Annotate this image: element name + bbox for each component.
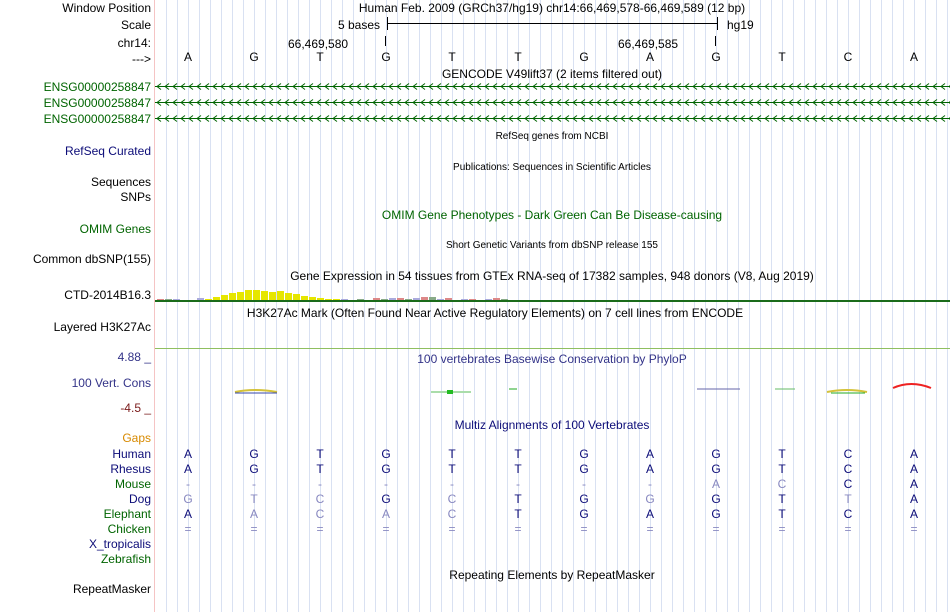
gencode-gene-label-2[interactable]: ENSG00000258847 (43, 96, 151, 110)
gencode-gene-label-1[interactable]: ENSG00000258847 (43, 80, 151, 94)
alignment-base: = (712, 522, 720, 536)
sequence-base: C (843, 50, 853, 64)
scale-bar-right-end (717, 17, 718, 30)
alignment-base: G (579, 507, 589, 521)
alignment-base: T (448, 447, 456, 461)
ruler-tick-1 (385, 36, 386, 46)
phylop-peak-1 (235, 390, 277, 392)
alignment-base: - (582, 477, 586, 491)
alignment-base: T (514, 447, 522, 461)
omim-track-label[interactable]: OMIM Genes (79, 222, 151, 236)
species-label-elephant[interactable]: Elephant (103, 507, 151, 521)
gtex-tissue-bar[interactable] (229, 293, 236, 300)
alignment-base: A (645, 507, 654, 521)
gtex-tissue-bar[interactable] (245, 290, 252, 300)
alignment-base: - (648, 477, 652, 491)
chrom-label[interactable]: chr14: (117, 36, 151, 50)
alignment-base: = (910, 522, 918, 536)
alignment-base: A (645, 462, 654, 476)
alignment-base: T (316, 447, 324, 461)
alignment-base: G (249, 447, 259, 461)
repeatmasker-track-label[interactable]: RepeatMasker (72, 582, 151, 596)
alignment-base: = (844, 522, 852, 536)
alignment-base: T (844, 492, 852, 506)
alignment-base: T (514, 462, 522, 476)
alignment-base: A (909, 492, 918, 506)
alignment-base: = (184, 522, 192, 536)
species-label-rhesus[interactable]: Rhesus (110, 462, 151, 476)
alignment-base: C (777, 477, 787, 491)
gencode-gene-line-1[interactable] (155, 81, 950, 92)
alignment-base: = (580, 522, 588, 536)
alignment-base: G (381, 447, 391, 461)
species-label-chicken[interactable]: Chicken (107, 522, 151, 536)
alignment-base: C (843, 477, 853, 491)
alignment-base: C (315, 492, 325, 506)
refseq-track-title[interactable]: RefSeq genes from NCBI (495, 131, 609, 142)
alignment-base: T (514, 492, 522, 506)
gtex-tissue-bar[interactable] (237, 292, 244, 300)
alignment-base: - (384, 477, 388, 491)
alignment-base: A (909, 447, 918, 461)
alignment-base: G (711, 447, 721, 461)
species-label-zebrafish[interactable]: Zebrafish (100, 552, 151, 566)
sequence-base: G (711, 50, 721, 64)
alignment-base: = (778, 522, 786, 536)
phylop-track-title[interactable]: 100 vertebrates Basewise Conservation by PhyloP (417, 352, 687, 366)
gaps-label[interactable]: Gaps (122, 431, 151, 445)
gtex-tissue-bar[interactable] (261, 291, 268, 300)
alignment-base: G (249, 462, 259, 476)
alignment-base: A (249, 507, 258, 521)
sequence-base: T (514, 50, 522, 64)
alignment-base: C (315, 507, 325, 521)
scale-label[interactable]: Scale (120, 18, 151, 32)
species-label-human[interactable]: Human (112, 447, 151, 461)
repeatmasker-track-title[interactable]: Repeating Elements by RepeatMasker (449, 568, 655, 582)
alignment-base: = (514, 522, 522, 536)
sequence-base: A (183, 50, 192, 64)
alignment-base: G (711, 462, 721, 476)
gtex-track-title[interactable]: Gene Expression in 54 tissues from GTEx RNA-seq of 17382 samples, 948 donors (V8, Aug 2019) (290, 269, 814, 283)
track-labels-column (0, 0, 154, 612)
alignment-base: C (447, 507, 457, 521)
sequence-base: G (579, 50, 589, 64)
scale-text: 5 bases (338, 18, 381, 32)
sequence-base: T (448, 50, 456, 64)
dbsnp-track-title[interactable]: Short Genetic Variants from dbSNP release 155 (446, 240, 658, 251)
sequence-base: T (778, 50, 786, 64)
alignment-base: A (909, 477, 918, 491)
alignment-base: G (711, 507, 721, 521)
species-label-dog[interactable]: Dog (128, 492, 151, 506)
ruler-position-2: 66,469,585 (618, 37, 679, 51)
alignment-base: A (645, 447, 654, 461)
alignment-base: G (645, 492, 655, 506)
ruler-position-1: 66,469,580 (288, 37, 349, 51)
alignment-base: - (186, 477, 190, 491)
alignment-base: A (183, 507, 192, 521)
alignment-base: = (448, 522, 456, 536)
alignment-base: T (514, 507, 522, 521)
alignment-base: T (448, 462, 456, 476)
sequence-base: T (316, 50, 324, 64)
phylop-peak-7 (827, 390, 867, 392)
alignment-base: C (447, 492, 457, 506)
alignment-base: C (843, 507, 853, 521)
alignment-base: T (778, 462, 786, 476)
alignment-base: G (579, 492, 589, 506)
omim-track-title[interactable]: OMIM Gene Phenotypes - Dark Green Can Be Disease-causing (381, 208, 723, 222)
phylop-track-label[interactable]: 100 Vert. Cons (71, 376, 151, 390)
gtex-tissue-bar[interactable] (253, 290, 260, 300)
alignment-base: G (381, 462, 391, 476)
alignment-base: T (778, 447, 786, 461)
alignment-base: G (183, 492, 193, 506)
alignment-base: - (252, 477, 256, 491)
species-label-x_tropicalis[interactable]: X_tropicalis (88, 537, 151, 551)
scale-db-text: hg19 (727, 18, 754, 32)
sequence-base: G (249, 50, 259, 64)
alignment-base: T (778, 507, 786, 521)
track-image-area[interactable] (155, 0, 950, 612)
refseq-track-label[interactable]: RefSeq Curated (64, 144, 151, 158)
gencode-gene-line-2[interactable] (155, 97, 950, 108)
species-label-mouse[interactable]: Mouse (114, 477, 151, 491)
alignment-base: - (450, 477, 454, 491)
alignment-base: A (381, 507, 390, 521)
alignment-base: T (778, 492, 786, 506)
sequence-base: A (645, 50, 654, 64)
alignment-base: C (843, 462, 853, 476)
ruler-tick-2 (715, 36, 716, 46)
publications-track-title[interactable]: Publications: Sequences in Scientific Articles (453, 162, 651, 173)
gtex-tissue-bar[interactable] (277, 291, 284, 300)
alignment-base: - (516, 477, 520, 491)
gencode-gene-line-3[interactable] (155, 113, 950, 124)
alignment-base: A (909, 462, 918, 476)
gtex-separator (155, 300, 950, 302)
alignment-base: A (183, 447, 192, 461)
alignment-base: G (711, 492, 721, 506)
gtex-gene-label[interactable]: CTD-2014B16.3 (64, 288, 151, 302)
gencode-track-title[interactable]: GENCODE V49lift37 (2 items filtered out) (441, 67, 663, 81)
phylop-min-label: -4.5 _ (120, 401, 151, 415)
phylop-max-label: 4.88 _ (117, 350, 151, 364)
alignment-base: - (318, 477, 322, 491)
scale-bar (387, 23, 718, 24)
window-position-label[interactable]: Window Position (62, 1, 151, 15)
scale-bar-left-end (387, 17, 388, 30)
snps-track-label[interactable]: SNPs (120, 190, 151, 204)
alignment-base: A (183, 462, 192, 476)
alignment-base: = (382, 522, 390, 536)
gtex-tissue-bar[interactable] (285, 293, 292, 300)
gtex-expression-bars[interactable] (155, 284, 950, 300)
sequence-base: A (909, 50, 918, 64)
h3k27ac-signal-baseline (155, 348, 950, 349)
alignment-base: G (381, 492, 391, 506)
phylop-signal[interactable] (155, 380, 950, 400)
sequences-track-label[interactable]: Sequences (90, 175, 151, 189)
strand-label[interactable]: ---> (132, 52, 151, 66)
alignment-base: A (909, 507, 918, 521)
alignment-base: G (579, 447, 589, 461)
h3k27ac-track-label[interactable]: Layered H3K27Ac (53, 320, 151, 334)
multiz-track-title[interactable]: Multiz Alignments of 100 Vertebrates (454, 418, 650, 432)
gtex-tissue-bar[interactable] (269, 292, 276, 300)
gencode-gene-label-3[interactable]: ENSG00000258847 (43, 112, 151, 126)
alignment-base: T (250, 492, 258, 506)
h3k27ac-track-title[interactable]: H3K27Ac Mark (Often Found Near Active Regulatory Elements) on 7 cell lines from ENCODE (246, 306, 744, 320)
dbsnp-track-label[interactable]: Common dbSNP(155) (32, 252, 151, 266)
sequence-base: G (381, 50, 391, 64)
alignment-base: = (250, 522, 258, 536)
phylop-peak-8 (893, 384, 931, 388)
alignment-base: = (646, 522, 654, 536)
alignment-base: T (316, 462, 324, 476)
assembly-position-text[interactable]: Human Feb. 2009 (GRCh37/hg19) chr14:66,469,578-66,469,589 (12 bp) (358, 1, 746, 15)
alignment-base: C (843, 447, 853, 461)
phylop-mark-3 (447, 390, 453, 394)
alignment-base: = (316, 522, 324, 536)
alignment-base: A (711, 477, 720, 491)
alignment-base: G (579, 462, 589, 476)
